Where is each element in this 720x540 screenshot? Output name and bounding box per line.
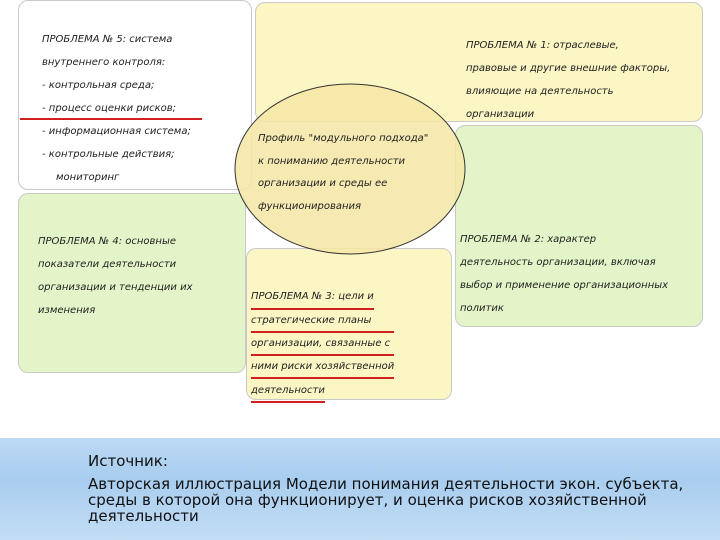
problem-5-line-5: - информационная система; [42,126,191,137]
problem-4-line-1: ПРОБЛЕМА № 4: основные [38,236,177,247]
problem-4-line-4: изменения [38,305,96,316]
problem-1-line-2: правовые и другие внешние факторы, [466,63,671,74]
problem-4-text [38,230,193,322]
problem-5-line-6: - контрольные действия; [42,149,175,160]
center-line-4: функционирования [258,200,362,212]
problem-3-line-3: организации, связанные с [251,333,394,356]
problem-3-line-4: ними риски хозяйственной [251,356,394,379]
problem-1-line-4: организации [466,109,535,120]
problem-3-text [251,285,394,403]
problem-4-line-2: показатели деятельности [38,259,177,270]
center-line-1: Профиль "модульного подхода" [258,133,429,144]
problem-3-line-1: ПРОБЛЕМА № 3: цели и [251,285,374,310]
problem-1-line-1: ПРОБЛЕМА № 1: отраслевые, [466,40,619,51]
problem-1-line-3: влияющие на деятельность [466,86,614,97]
problem-3-line-5: деятельности [251,380,325,403]
problem-3-line-2: стратегические планы [251,310,394,333]
center-line-2: к пониманию деятельности [258,155,406,167]
center-profile-text [258,128,428,218]
problem-5-line-1: ПРОБЛЕМА № 5: система [42,34,173,45]
source-label: Источник: [88,452,168,470]
center-line-3: организации и среды ее [258,178,388,189]
problem-5-line-3: - контрольная среда; [42,80,155,91]
problem-5-line-2: внутреннего контроля: [42,57,166,68]
problem-5-line-7: мониторинг [56,172,120,183]
problem-5-highlight-underline [20,118,202,120]
problem-4-line-3: организации и тенденции их [38,282,193,293]
problem-5-line-4: - процесс оценки рисков; [42,103,177,114]
problem-2-line-4: политик [460,303,504,314]
problem-1-text [466,34,670,126]
problem-2-line-1: ПРОБЛЕМА № 2: характер [460,234,597,245]
problem-5-text [42,28,191,189]
problem-2-text [460,228,668,320]
problem-2-line-3: выбор и применение организационных [460,280,669,291]
problem-2-line-2: деятельность организации, включая [460,257,656,268]
source-text: Авторская иллюстрация Модели понимания деятельности экон. субъекта, среды в которой она функционирует, и оценка рисков хозяйственной деятельности [88,475,684,525]
